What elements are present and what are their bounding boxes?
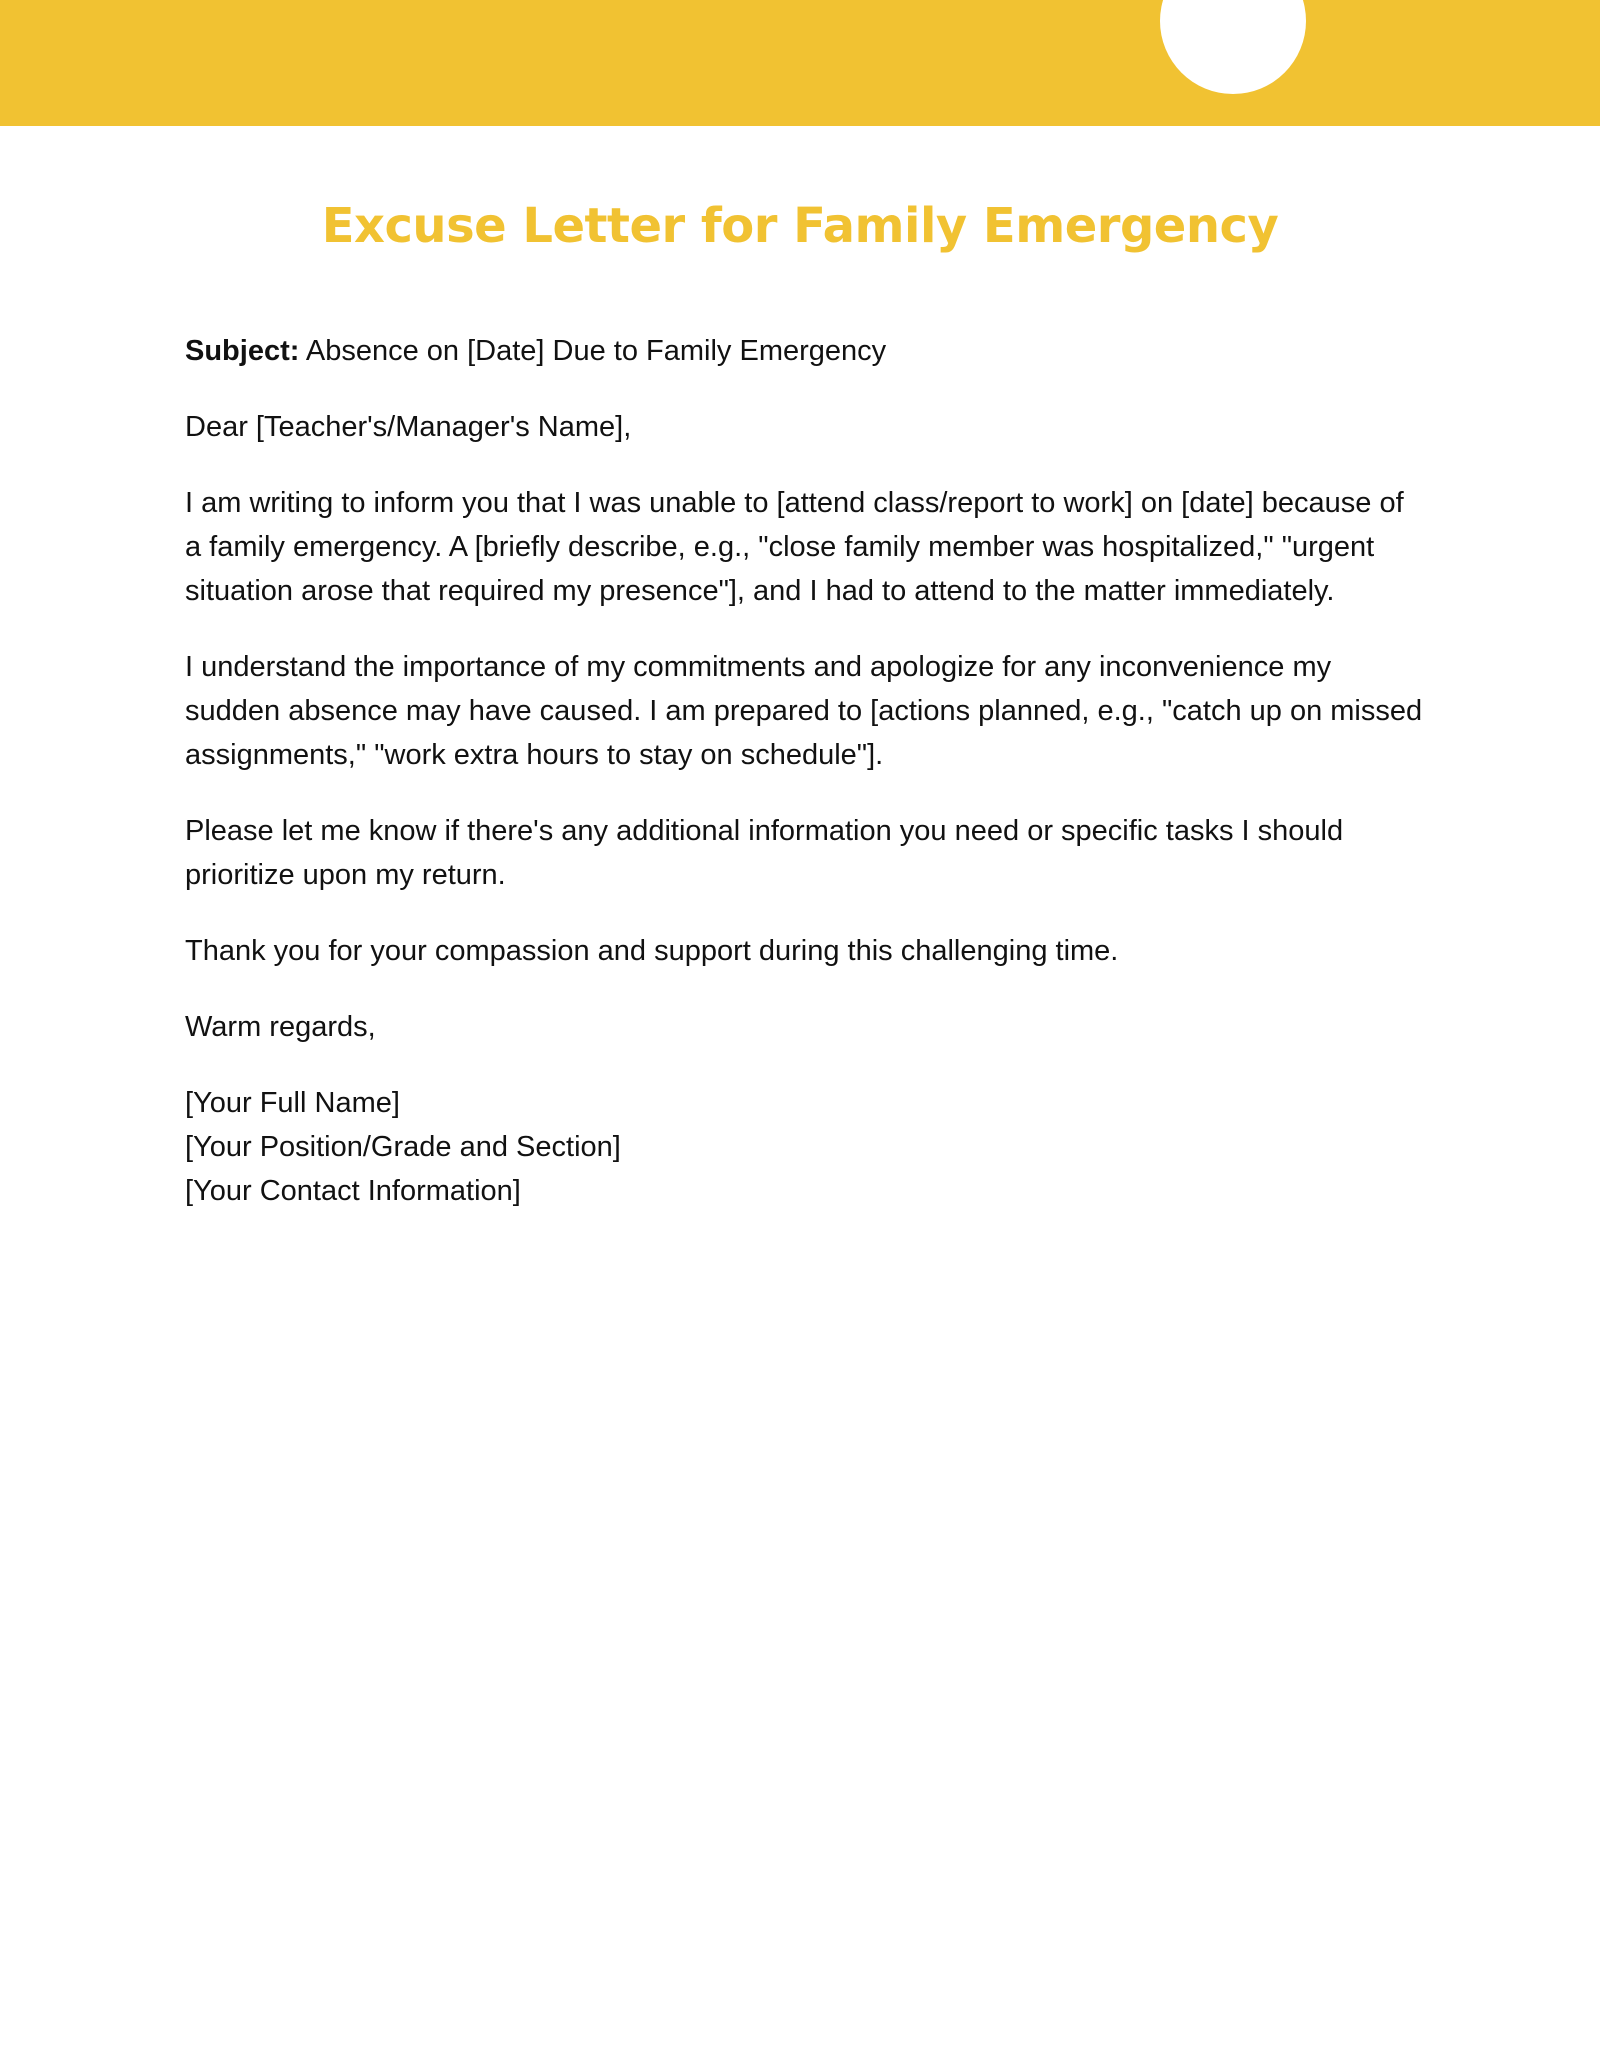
signature-name: [Your Full Name] — [185, 1087, 400, 1119]
closing: Warm regards, — [185, 1011, 376, 1043]
page-title: Excuse Letter for Family Emergency — [321, 198, 1279, 254]
signature-contact: [Your Contact Information] — [185, 1175, 521, 1207]
paragraph-2: I understand the importance of my commitments and apologize for any inconvenience my sudden absence may have caused. I am prepared to [actions planned, e.g., "catch up on missed assignments," "work extra hours to stay on schedule"]. — [185, 651, 1423, 771]
paragraph-1: I am writing to inform you that I was unable to [attend class/report to work] on [date] because of a family emergency. A [briefly describe, e.g., "close family member was hospitalized," "urgent situation arose that required my presence"], and I had to attend to the matter immediately. — [185, 487, 1404, 607]
paragraph-4: Thank you for your compassion and support during this challenging time. — [185, 935, 1119, 967]
header-band — [0, 0, 1600, 126]
salutation: Dear [Teacher's/Manager's Name], — [185, 411, 632, 443]
letter-body — [185, 329, 1425, 1213]
subject-label: Subject: — [185, 335, 300, 367]
paragraph-3: Please let me know if there's any additional information you need or specific tasks I should prioritize upon my return. — [185, 815, 1344, 891]
subject-line — [185, 329, 1425, 373]
subject-text: Absence on [Date] Due to Family Emergency — [305, 335, 887, 367]
signature-position: [Your Position/Grade and Section] — [185, 1131, 621, 1163]
